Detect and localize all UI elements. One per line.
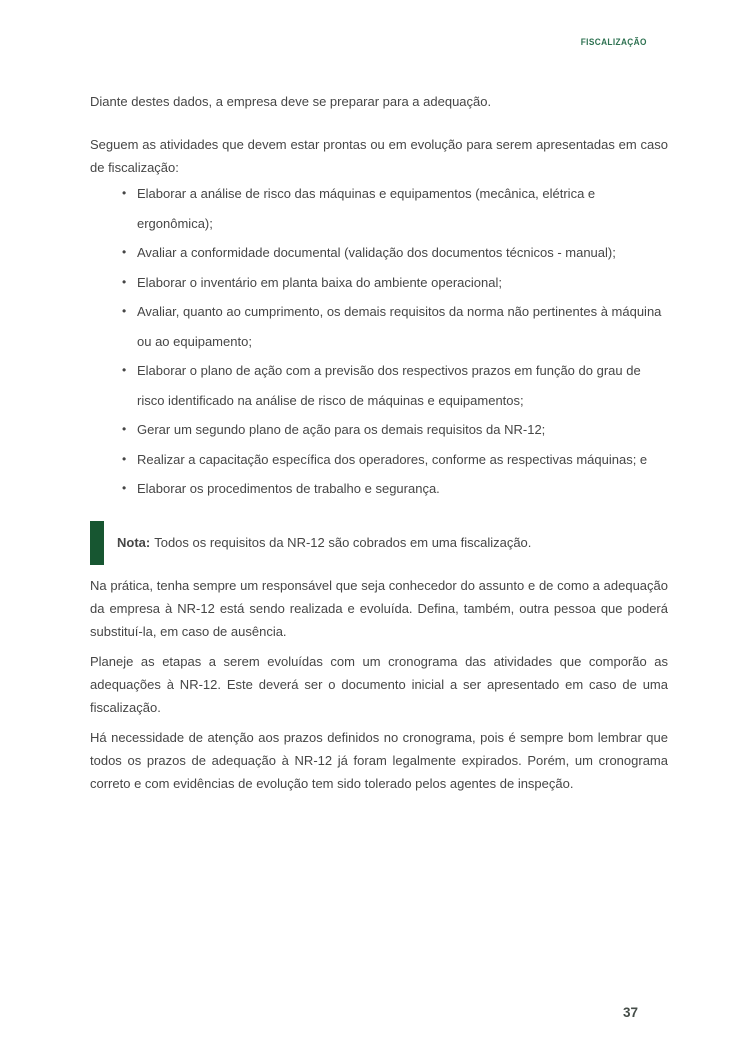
page-number: 37 [623, 1005, 639, 1020]
note-callout [90, 521, 668, 565]
list-item-text: Avaliar, quanto ao cumprimento, os demais requisitos da norma não pertinentes à máquina ou ao equipamento; [137, 304, 662, 349]
body-paragraph-2: Planeje as etapas a serem evoluídas com um cronograma das atividades que comporão as adequações à NR-12. Este deverá ser o documento inicial a ser apresentado em caso de uma fiscalização. [90, 653, 668, 715]
note-label: Nota: [117, 535, 151, 550]
list-item [90, 238, 668, 268]
list-item [90, 268, 668, 298]
list-item-text: Realizar a capacitação específica dos operadores, conforme as respectivas máquinas; e [137, 451, 648, 467]
list-item [90, 474, 668, 504]
bullet-icon: • [122, 422, 127, 436]
body-paragraph-3: Há necessidade de atenção aos prazos definidos no cronograma, pois é sempre bom lembrar que todos os prazos de adequação à NR-12 já foram legalmente expirados. Porém, um cronograma correto e com evidências de evolução tem sido tolerado pelos agentes de inspeção. [90, 729, 668, 791]
running-header: FISCALIZAÇÃO [580, 37, 647, 47]
note-accent-bar [90, 521, 104, 565]
list-item-text: Gerar um segundo plano de ação para os demais requisitos da NR-12; [137, 422, 546, 437]
body-paragraph-1: Na prática, tenha sempre um responsável que seja conhecedor do assunto e de como a adequação da empresa à NR-12 está sendo realizada e evoluída. Defina, também, outra pessoa que poderá substituí-la, em caso de ausência. [90, 577, 668, 639]
list-item [90, 179, 668, 238]
intro-paragraph-2: Seguem as atividades que devem estar prontas ou em evolução para serem apresentadas em caso de fiscalização: [90, 137, 668, 175]
list-item-text: Elaborar o inventário em planta baixa do ambiente operacional; [137, 274, 502, 290]
activities-list [90, 179, 668, 504]
list-item-text: Elaborar a análise de risco das máquinas e equipamentos (mecânica, elétrica e ergonômica); [137, 186, 596, 231]
bullet-icon: • [122, 481, 127, 495]
intro-paragraph-1: Diante destes dados, a empresa deve se preparar para a adequação. [90, 94, 492, 109]
note-text [117, 531, 531, 554]
bullet-icon: • [122, 186, 127, 200]
list-item-text: Elaborar o plano de ação com a previsão dos respectivos prazos em função do grau de risco identificado na análise de risco de máquinas e equipamentos; [137, 363, 641, 408]
bullet-icon: • [122, 274, 127, 289]
list-item [90, 297, 668, 356]
list-item [90, 356, 668, 415]
list-item [90, 415, 668, 445]
bullet-icon: • [122, 363, 127, 377]
list-item-text: Elaborar os procedimentos de trabalho e segurança. [137, 481, 440, 496]
bullet-icon: • [122, 304, 127, 318]
page-content [90, 0, 668, 795]
note-body: Todos os requisitos da NR-12 são cobrados em uma fiscalização. [154, 535, 532, 550]
list-item-text: Avaliar a conformidade documental (validação dos documentos técnicos - manual); [137, 245, 616, 260]
list-item [90, 445, 668, 475]
bullet-icon: • [122, 451, 127, 466]
bullet-icon: • [122, 245, 127, 259]
